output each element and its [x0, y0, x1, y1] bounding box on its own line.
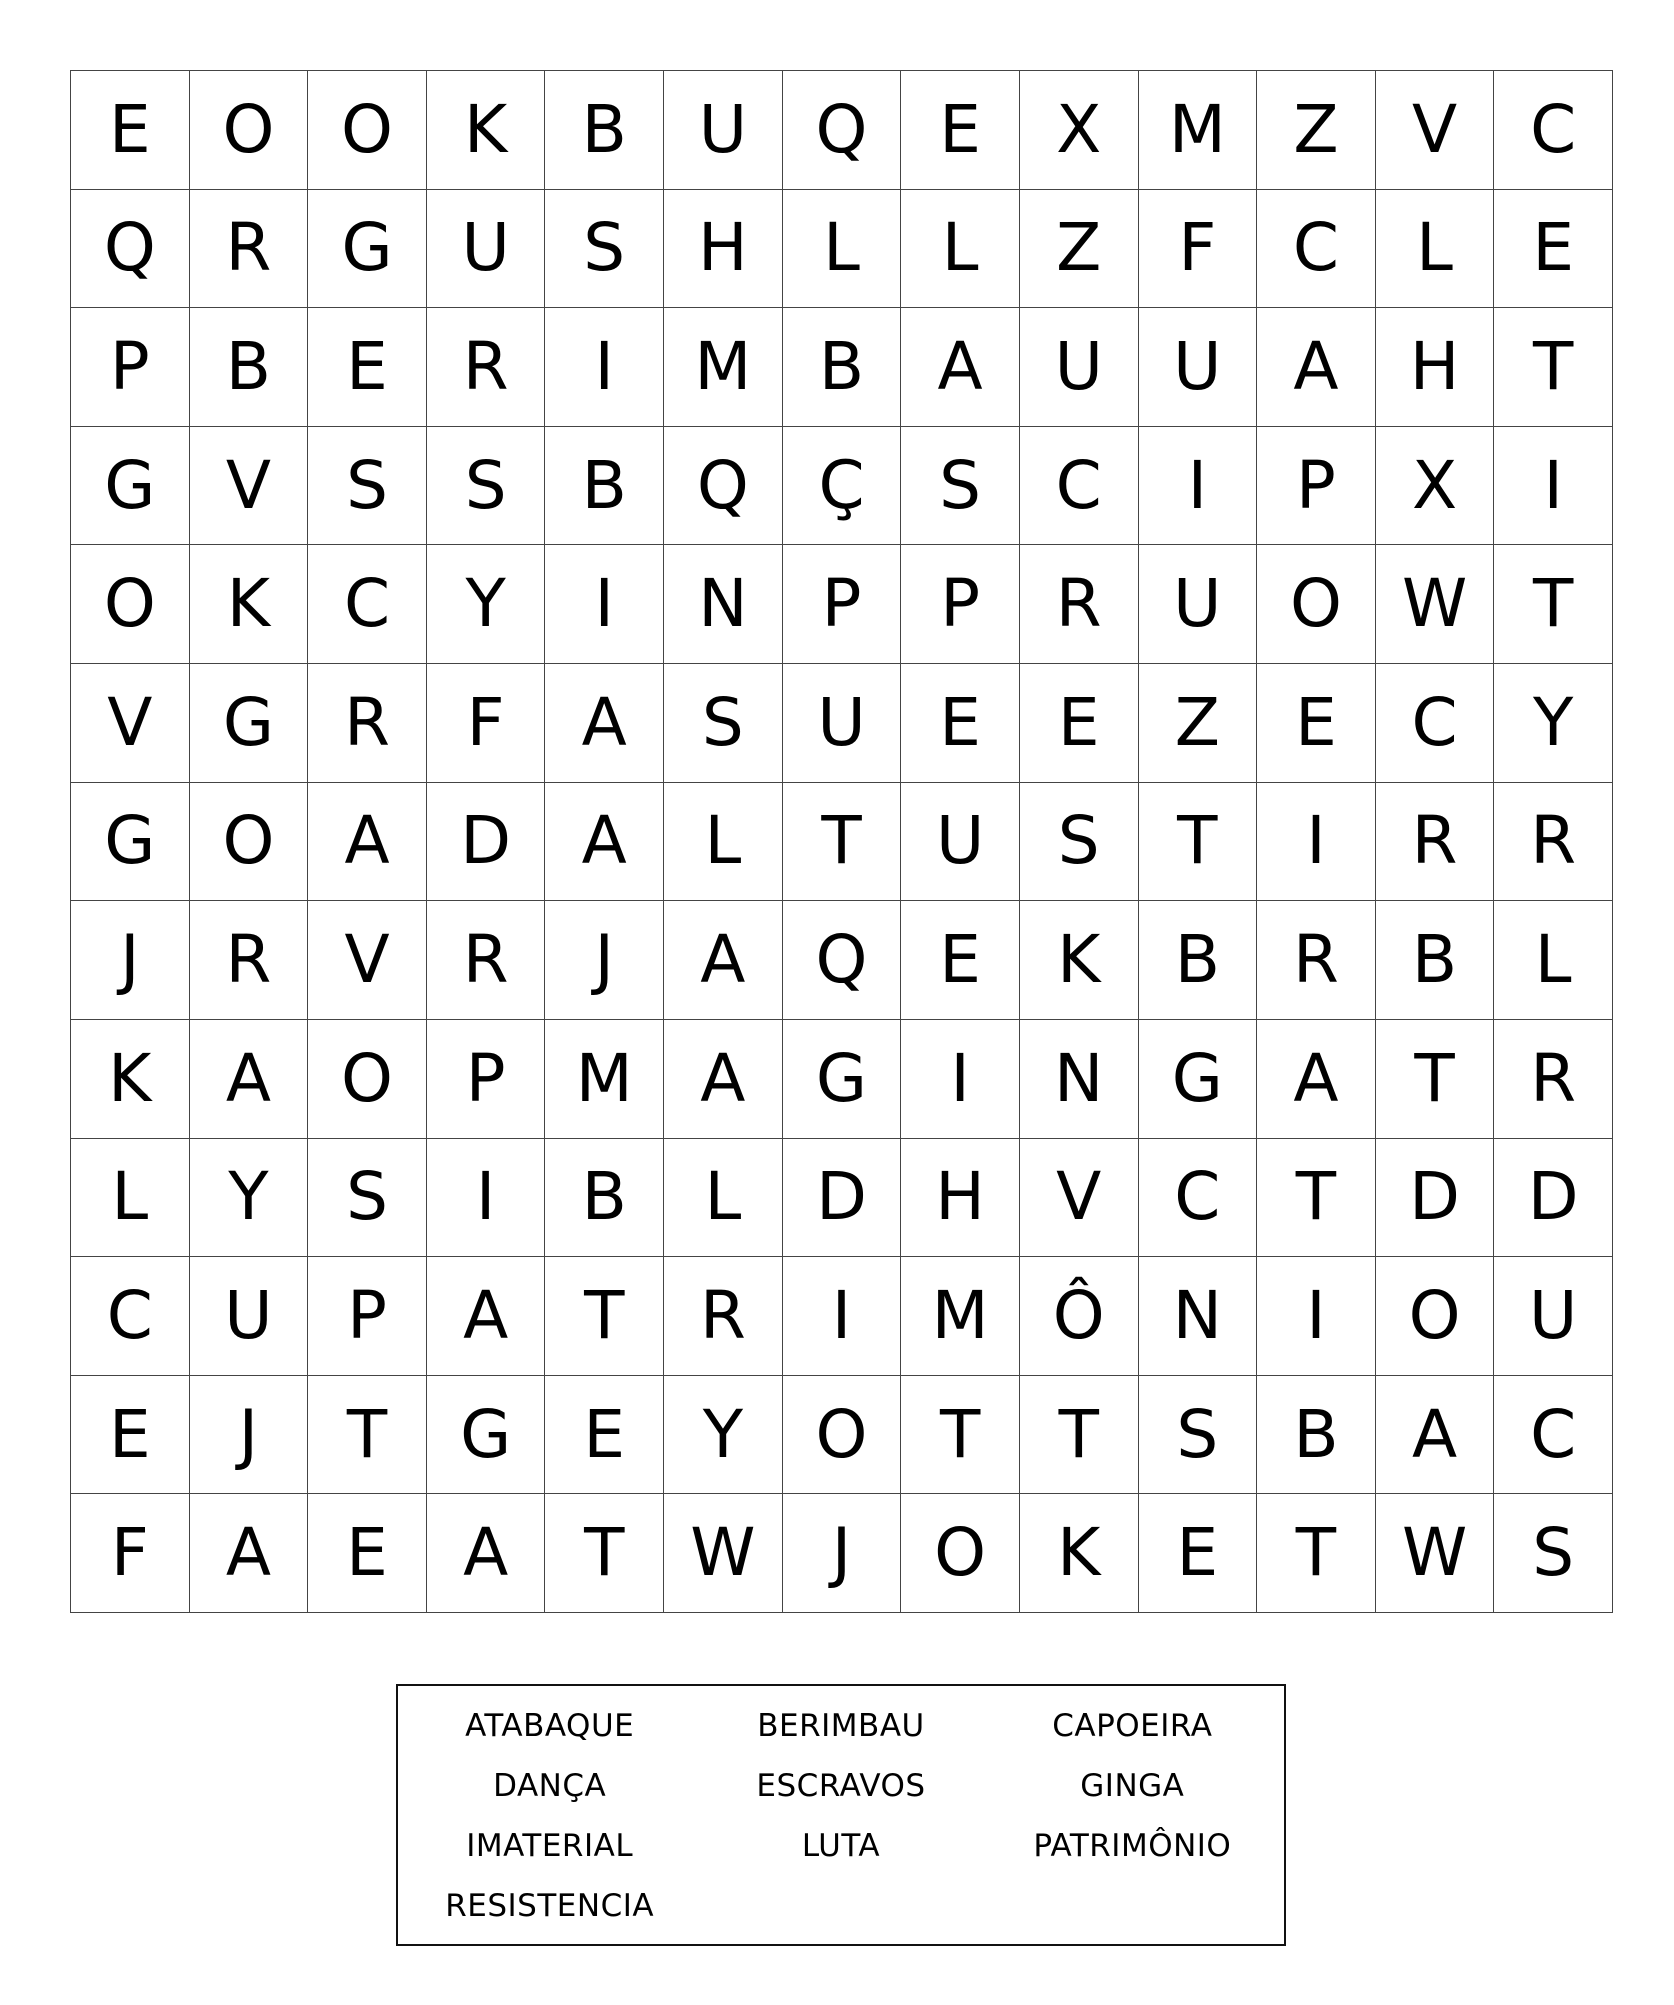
grid-cell[interactable]: H: [664, 190, 783, 309]
grid-cell[interactable]: P: [1257, 427, 1376, 546]
grid-cell[interactable]: A: [1257, 308, 1376, 427]
grid-cell[interactable]: L: [1376, 190, 1495, 309]
grid-cell[interactable]: P: [901, 545, 1020, 664]
grid-cell[interactable]: F: [1139, 190, 1258, 309]
grid-cell[interactable]: Z: [1257, 71, 1376, 190]
grid-cell[interactable]: B: [545, 1139, 664, 1258]
grid-cell[interactable]: R: [1494, 783, 1613, 902]
grid-cell[interactable]: R: [427, 901, 546, 1020]
grid-cell[interactable]: Q: [783, 71, 902, 190]
grid-cell[interactable]: A: [190, 1494, 309, 1613]
grid-cell[interactable]: R: [1257, 901, 1376, 1020]
grid-cell[interactable]: Q: [664, 427, 783, 546]
grid-cell[interactable]: R: [308, 664, 427, 783]
grid-cell[interactable]: U: [1139, 308, 1258, 427]
grid-cell[interactable]: Ô: [1020, 1257, 1139, 1376]
grid-cell[interactable]: K: [427, 71, 546, 190]
grid-cell[interactable]: K: [1020, 901, 1139, 1020]
grid-cell[interactable]: G: [1139, 1020, 1258, 1139]
grid-cell[interactable]: P: [783, 545, 902, 664]
grid-cell[interactable]: A: [664, 1020, 783, 1139]
grid-cell[interactable]: A: [1257, 1020, 1376, 1139]
grid-cell[interactable]: Y: [190, 1139, 309, 1258]
grid-cell[interactable]: L: [664, 1139, 783, 1258]
grid-cell[interactable]: U: [1494, 1257, 1613, 1376]
grid-cell[interactable]: G: [190, 664, 309, 783]
grid-cell[interactable]: S: [427, 427, 546, 546]
grid-cell[interactable]: W: [664, 1494, 783, 1613]
grid-cell[interactable]: N: [664, 545, 783, 664]
grid-cell[interactable]: A: [308, 783, 427, 902]
grid-cell[interactable]: E: [308, 1494, 427, 1613]
grid-cell[interactable]: U: [783, 664, 902, 783]
grid-cell[interactable]: N: [1139, 1257, 1258, 1376]
grid-cell[interactable]: O: [190, 71, 309, 190]
grid-cell[interactable]: Z: [1020, 190, 1139, 309]
grid-cell[interactable]: L: [901, 190, 1020, 309]
grid-cell[interactable]: I: [1139, 427, 1258, 546]
grid-cell[interactable]: U: [1020, 308, 1139, 427]
grid-cell[interactable]: E: [901, 71, 1020, 190]
grid-cell[interactable]: G: [71, 427, 190, 546]
grid-cell[interactable]: I: [1257, 783, 1376, 902]
grid-cell[interactable]: R: [190, 901, 309, 1020]
grid-cell[interactable]: E: [1139, 1494, 1258, 1613]
grid-cell[interactable]: A: [901, 308, 1020, 427]
grid-cell[interactable]: T: [1494, 545, 1613, 664]
grid-cell[interactable]: E: [1494, 190, 1613, 309]
grid-cell[interactable]: I: [427, 1139, 546, 1258]
word-list-item: PATRIMÔNIO: [1033, 1828, 1232, 1864]
grid-cell[interactable]: O: [901, 1494, 1020, 1613]
grid-cell[interactable]: E: [901, 664, 1020, 783]
grid-cell[interactable]: Q: [783, 901, 902, 1020]
grid-cell[interactable]: Z: [1139, 664, 1258, 783]
grid-cell[interactable]: T: [1376, 1020, 1495, 1139]
grid-cell[interactable]: Y: [427, 545, 546, 664]
grid-cell[interactable]: E: [1257, 664, 1376, 783]
grid-cell[interactable]: T: [1020, 1376, 1139, 1495]
grid-cell[interactable]: T: [1139, 783, 1258, 902]
grid-cell[interactable]: K: [71, 1020, 190, 1139]
word-list-item: CAPOEIRA: [1052, 1708, 1213, 1744]
word-list-item: BERIMBAU: [757, 1708, 925, 1744]
grid-cell[interactable]: B: [1257, 1376, 1376, 1495]
grid-cell[interactable]: R: [190, 190, 309, 309]
word-list-item: GINGA: [1080, 1768, 1185, 1804]
grid-cell[interactable]: V: [1376, 71, 1495, 190]
grid-cell[interactable]: E: [71, 1376, 190, 1495]
grid-cell[interactable]: V: [1020, 1139, 1139, 1258]
grid-cell[interactable]: R: [1494, 1020, 1613, 1139]
grid-cell[interactable]: R: [1376, 783, 1495, 902]
word-list-item: IMATERIAL: [466, 1828, 634, 1864]
grid-cell[interactable]: O: [783, 1376, 902, 1495]
grid-cell[interactable]: I: [545, 308, 664, 427]
grid-cell[interactable]: O: [308, 1020, 427, 1139]
grid-cell[interactable]: U: [427, 190, 546, 309]
grid-cell[interactable]: F: [71, 1494, 190, 1613]
grid-cell[interactable]: T: [1494, 308, 1613, 427]
grid-cell[interactable]: T: [545, 1257, 664, 1376]
grid-cell[interactable]: M: [1139, 71, 1258, 190]
grid-cell[interactable]: I: [1494, 427, 1613, 546]
grid-cell[interactable]: P: [308, 1257, 427, 1376]
grid-cell[interactable]: W: [1376, 1494, 1495, 1613]
grid-cell[interactable]: R: [1020, 545, 1139, 664]
grid-cell[interactable]: S: [1494, 1494, 1613, 1613]
grid-cell[interactable]: C: [308, 545, 427, 664]
grid-cell[interactable]: G: [783, 1020, 902, 1139]
grid-cell[interactable]: Ç: [783, 427, 902, 546]
grid-cell[interactable]: O: [308, 71, 427, 190]
grid-cell[interactable]: T: [901, 1376, 1020, 1495]
grid-cell[interactable]: A: [190, 1020, 309, 1139]
grid-cell[interactable]: Y: [664, 1376, 783, 1495]
word-search-grid: [70, 70, 1613, 1613]
grid-cell[interactable]: A: [427, 1257, 546, 1376]
grid-cell[interactable]: V: [190, 427, 309, 546]
grid-cell[interactable]: E: [545, 1376, 664, 1495]
grid-cell[interactable]: E: [901, 901, 1020, 1020]
grid-cell[interactable]: U: [1139, 545, 1258, 664]
word-list-item: DANÇA: [493, 1768, 607, 1804]
grid-cell[interactable]: C: [1257, 190, 1376, 309]
grid-cell[interactable]: F: [427, 664, 546, 783]
grid-cell[interactable]: L: [71, 1139, 190, 1258]
grid-cell[interactable]: D: [1494, 1139, 1613, 1258]
grid-cell[interactable]: S: [901, 427, 1020, 546]
grid-cell[interactable]: S: [545, 190, 664, 309]
grid-cell[interactable]: T: [783, 783, 902, 902]
grid-cell[interactable]: V: [71, 664, 190, 783]
grid-cell[interactable]: J: [190, 1376, 309, 1495]
grid-cell[interactable]: D: [427, 783, 546, 902]
grid-cell[interactable]: M: [664, 308, 783, 427]
word-list-item: LUTA: [801, 1828, 881, 1864]
grid-cell[interactable]: B: [545, 71, 664, 190]
grid-cell[interactable]: C: [71, 1257, 190, 1376]
grid-cell[interactable]: C: [1494, 1376, 1613, 1495]
grid-cell[interactable]: H: [1376, 308, 1495, 427]
word-list-box: [396, 1684, 1286, 1946]
grid-cell[interactable]: G: [427, 1376, 546, 1495]
grid-cell[interactable]: J: [71, 901, 190, 1020]
grid-cell[interactable]: Q: [71, 190, 190, 309]
grid-cell[interactable]: U: [190, 1257, 309, 1376]
grid-cell[interactable]: E: [308, 308, 427, 427]
grid-cell[interactable]: S: [1020, 783, 1139, 902]
grid-cell[interactable]: X: [1376, 427, 1495, 546]
grid-cell[interactable]: U: [901, 783, 1020, 902]
grid-cell[interactable]: P: [427, 1020, 546, 1139]
grid-cell[interactable]: A: [1376, 1376, 1495, 1495]
grid-cell[interactable]: N: [1020, 1020, 1139, 1139]
grid-cell[interactable]: E: [71, 71, 190, 190]
grid-cell[interactable]: V: [308, 901, 427, 1020]
grid-cell[interactable]: C: [1020, 427, 1139, 546]
grid-cell[interactable]: T: [1257, 1139, 1376, 1258]
grid-cell[interactable]: U: [664, 71, 783, 190]
grid-cell[interactable]: J: [783, 1494, 902, 1613]
grid-cell[interactable]: M: [545, 1020, 664, 1139]
grid-cell[interactable]: B: [783, 308, 902, 427]
grid-cell[interactable]: W: [1376, 545, 1495, 664]
grid-cell[interactable]: A: [545, 783, 664, 902]
grid-cell[interactable]: O: [71, 545, 190, 664]
grid-cell[interactable]: C: [1494, 71, 1613, 190]
grid-cell[interactable]: C: [1139, 1139, 1258, 1258]
grid-cell[interactable]: T: [308, 1376, 427, 1495]
grid-cell[interactable]: D: [1376, 1139, 1495, 1258]
grid-cell[interactable]: O: [190, 783, 309, 902]
grid-cell[interactable]: I: [783, 1257, 902, 1376]
grid-cell[interactable]: M: [901, 1257, 1020, 1376]
grid-cell[interactable]: G: [71, 783, 190, 902]
grid-cell[interactable]: B: [190, 308, 309, 427]
grid-cell[interactable]: E: [1020, 664, 1139, 783]
grid-cell[interactable]: I: [1257, 1257, 1376, 1376]
grid-cell[interactable]: T: [1257, 1494, 1376, 1613]
grid-cell[interactable]: K: [1020, 1494, 1139, 1613]
grid-cell[interactable]: O: [1376, 1257, 1495, 1376]
grid-cell[interactable]: S: [308, 1139, 427, 1258]
grid-cell[interactable]: D: [783, 1139, 902, 1258]
grid-cell[interactable]: S: [308, 427, 427, 546]
word-list-item: RESISTENCIA: [445, 1888, 655, 1924]
grid-cell[interactable]: B: [1139, 901, 1258, 1020]
word-list-item: ESCRAVOS: [756, 1768, 926, 1804]
grid-cell[interactable]: A: [664, 901, 783, 1020]
grid-cell[interactable]: I: [901, 1020, 1020, 1139]
grid-cell[interactable]: X: [1020, 71, 1139, 190]
grid-cell[interactable]: L: [664, 783, 783, 902]
grid-cell[interactable]: L: [1494, 901, 1613, 1020]
grid-cell[interactable]: I: [545, 545, 664, 664]
grid-cell[interactable]: S: [1139, 1376, 1258, 1495]
grid-cell[interactable]: H: [901, 1139, 1020, 1258]
grid-cell[interactable]: S: [664, 664, 783, 783]
grid-cell[interactable]: P: [71, 308, 190, 427]
grid-cell[interactable]: L: [783, 190, 902, 309]
grid-cell[interactable]: R: [427, 308, 546, 427]
grid-cell[interactable]: G: [308, 190, 427, 309]
word-list-item: ATABAQUE: [465, 1708, 635, 1744]
grid-cell[interactable]: A: [427, 1494, 546, 1613]
grid-cell[interactable]: C: [1376, 664, 1495, 783]
grid-cell[interactable]: Y: [1494, 664, 1613, 783]
grid-cell[interactable]: K: [190, 545, 309, 664]
grid-cell[interactable]: R: [664, 1257, 783, 1376]
grid-cell[interactable]: B: [1376, 901, 1495, 1020]
grid-cell[interactable]: B: [545, 427, 664, 546]
grid-cell[interactable]: A: [545, 664, 664, 783]
grid-cell[interactable]: T: [545, 1494, 664, 1613]
grid-cell[interactable]: O: [1257, 545, 1376, 664]
grid-cell[interactable]: J: [545, 901, 664, 1020]
